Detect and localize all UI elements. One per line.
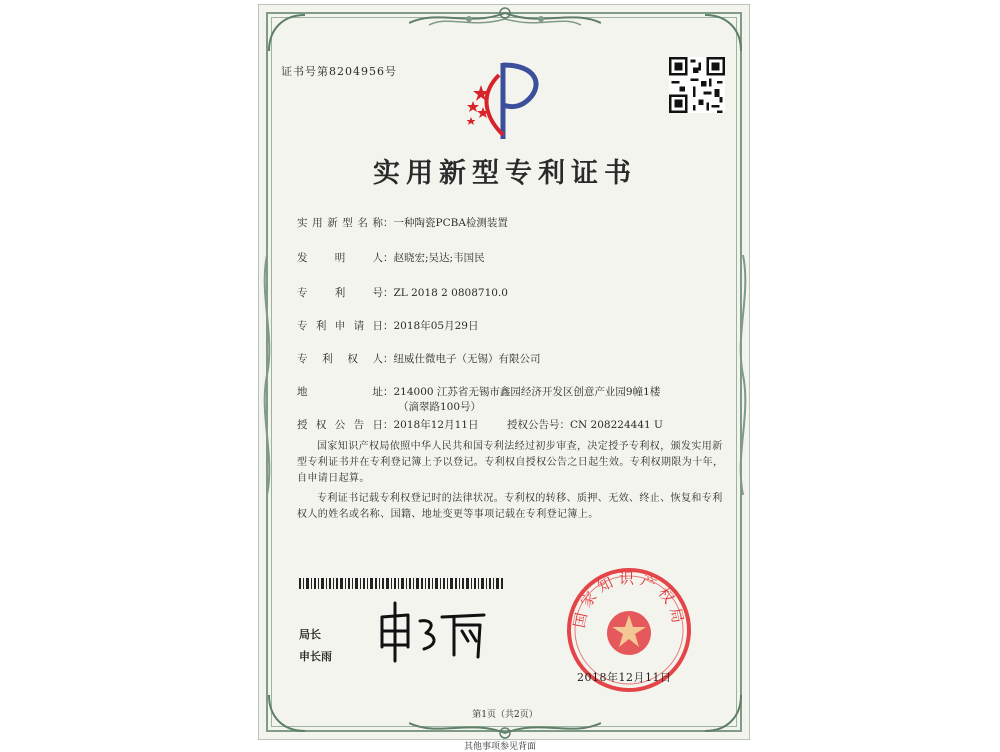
field-application-date: 专利申请日：2018年05月29日 bbox=[297, 320, 479, 332]
field-grant-date: 授权公告日：2018年12月11日 bbox=[297, 419, 479, 431]
field-grant-number: 授权公告号：CN 208224441 U bbox=[507, 419, 663, 431]
field-address-line2: （滴翠路100号） bbox=[398, 401, 482, 413]
certificate-title: 实用新型专利证书 bbox=[373, 158, 637, 189]
field-label: 专利号 bbox=[297, 287, 383, 299]
field-value: 纽威仕微电子（无锡）有限公司 bbox=[393, 353, 541, 365]
top-ornament-icon bbox=[409, 5, 601, 31]
left-ornament-icon bbox=[259, 255, 275, 495]
official-name: 申长雨 bbox=[299, 650, 332, 663]
barcode-icon bbox=[299, 578, 504, 589]
field-label: 授权公告日 bbox=[297, 419, 383, 431]
certificate-number: 证书号第8204956号 bbox=[281, 65, 397, 78]
field-value: 2018年05月29日 bbox=[393, 320, 479, 332]
field-label: 专利申请日 bbox=[297, 320, 383, 332]
field-value: CN 208224441 U bbox=[570, 419, 663, 431]
paragraph-legal-status: 专利证书记载专利权登记时的法律状况。专利权的转移、质押、无效、终止、恢复和专利权人的姓名或名称、国籍、地址变更等事项记载在专利登记簿上。 bbox=[297, 493, 723, 520]
field-value: ZL 2018 2 0808710.0 bbox=[393, 287, 508, 299]
official-title: 局长 bbox=[299, 628, 321, 641]
field-address: 地址：214000 江苏省无锡市鑫园经济开发区创意产业园9幢1楼 bbox=[297, 386, 661, 398]
page-number: 第1页（共2页） bbox=[472, 710, 538, 720]
field-utility-name: 实用新型名称：一种陶瓷PCBA检测装置 bbox=[297, 217, 508, 229]
field-label: 发明人 bbox=[297, 252, 383, 264]
handwritten-signature bbox=[374, 595, 514, 670]
qr-code-icon bbox=[669, 57, 725, 113]
patent-certificate bbox=[258, 4, 750, 740]
field-patent-number: 专利号：ZL 2018 2 0808710.0 bbox=[297, 287, 508, 299]
right-ornament-icon bbox=[735, 255, 751, 495]
field-patentee: 专利权人：纽威仕微电子（无锡）有限公司 bbox=[297, 353, 541, 365]
field-label: 地址 bbox=[297, 386, 383, 398]
back-note: 其他事项参见背面 bbox=[463, 742, 536, 752]
seal-date: 2018年12月11日 bbox=[577, 671, 672, 684]
field-value: 214000 江苏省无锡市鑫园经济开发区创意产业园9幢1楼 bbox=[393, 386, 661, 398]
field-inventors: 发明人：赵晓宏;吴达;韦国民 bbox=[297, 252, 485, 264]
field-value: 2018年12月11日 bbox=[393, 419, 479, 431]
corner-ornament-icon bbox=[267, 13, 307, 53]
corner-ornament-icon bbox=[703, 13, 743, 53]
cnipa-logo-icon bbox=[459, 55, 551, 147]
field-value: 赵晓宏;吴达;韦国民 bbox=[393, 252, 485, 264]
field-label: 实用新型名称 bbox=[297, 217, 383, 229]
field-label: 授权公告号 bbox=[507, 419, 560, 431]
field-value: 一种陶瓷PCBA检测装置 bbox=[393, 217, 508, 229]
seal-text: 国家知识产权局 bbox=[570, 569, 688, 630]
field-label: 专利权人 bbox=[297, 353, 383, 365]
paragraph-grant: 国家知识产权局依照中华人民共和国专利法经过初步审查，决定授予专利权，颁发实用新型专利证书并在专利登记簿上予以登记。专利权自授权公告之日起生效。专利权期限为十年，自申请日起算。 bbox=[297, 441, 724, 484]
